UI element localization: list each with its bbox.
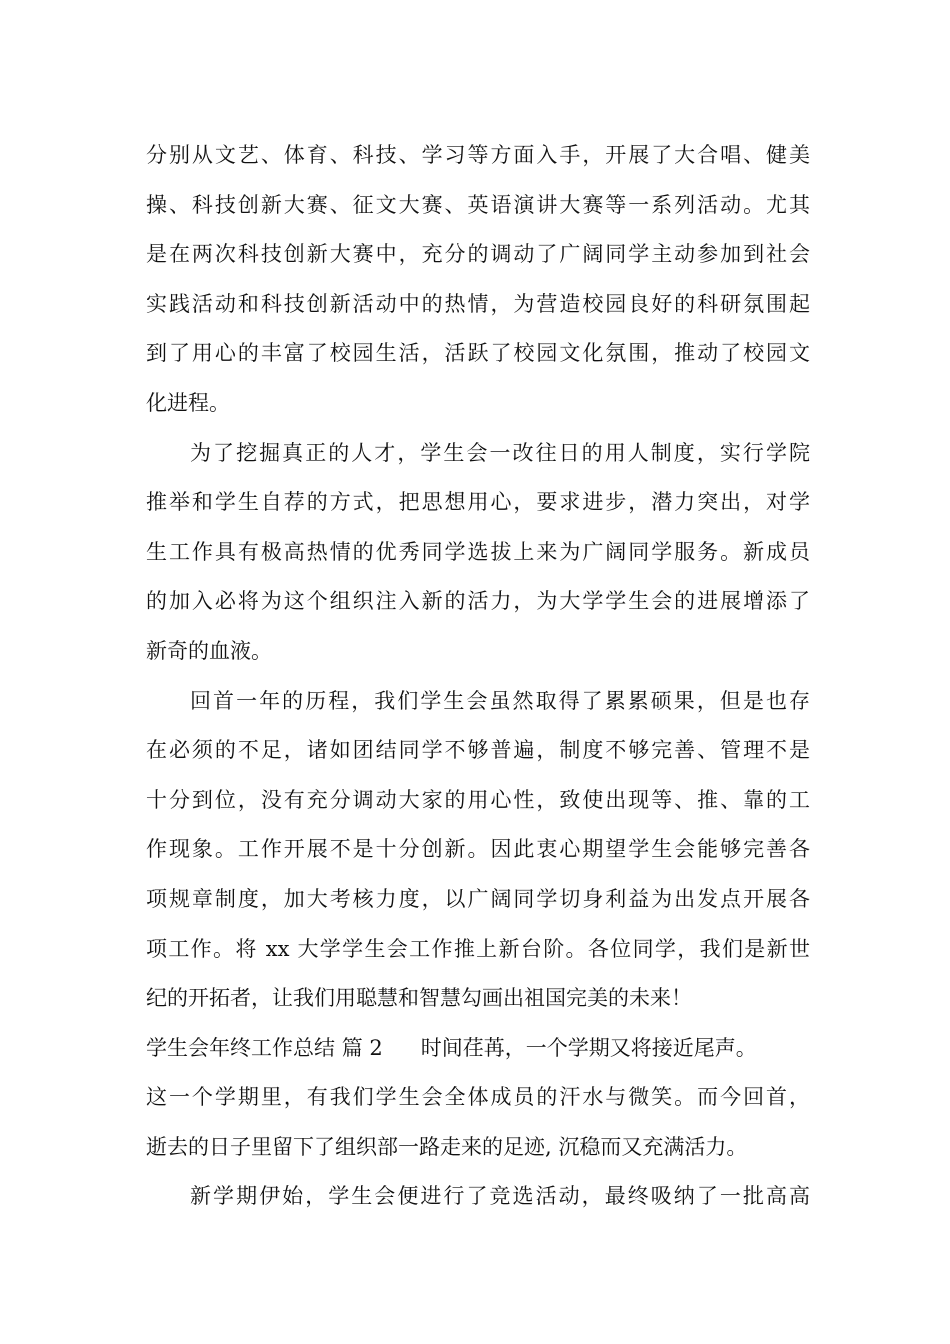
section-heading-line xyxy=(146,1024,810,1074)
text-line: 项工作。将 xx 大学学生会工作推上新台阶。各位同学，我们是新世 xyxy=(146,936,810,961)
section-number: 篇 2 xyxy=(341,1035,383,1060)
section-title: 学生会年终工作总结 xyxy=(146,1035,335,1060)
text-line: 十分到位，没有充分调动大家的用心性，致使出现等、推、靠的工 xyxy=(146,787,810,812)
text-line: 是在两次科技创新大赛中，充分的调动了广阔同学主动参加到社会 xyxy=(146,242,810,267)
text-line: 逝去的日子里留下了组织部一路走来的足迹, 沉稳而又充满活力。 xyxy=(146,1134,748,1159)
text-line: 为了挖掘真正的人才，学生会一改往日的用人制度，实行学院 xyxy=(190,440,810,465)
text-line: 生工作具有极高热情的优秀同学选拔上来为广阔同学服务。新成员 xyxy=(146,539,810,564)
text-line: 作现象。工作开展不是十分创新。因此衷心期望学生会能够完善各 xyxy=(146,837,810,862)
paragraph-2 xyxy=(146,429,810,677)
paragraph-final xyxy=(146,1172,810,1222)
paragraph-1 xyxy=(146,131,810,429)
text-line: 操、科技创新大赛、征文大赛、英语演讲大赛等一系列活动。尤其 xyxy=(146,192,810,217)
text-line: 回首一年的历程，我们学生会虽然取得了累累硕果，但是也存 xyxy=(190,688,810,713)
text-line: 实践活动和科技创新活动中的热情，为营造校园良好的科研氛围起 xyxy=(146,291,810,316)
section-2 xyxy=(146,1024,810,1173)
text-line: 的加入必将为这个组织注入新的活力，为大学学生会的进展增添了 xyxy=(146,589,810,614)
text-line: 项规章制度，加大考核力度，以广阔同学切身利益为出发点开展各 xyxy=(146,886,810,911)
section-first-line: 时间荏苒，一个学期又将接近尾声。 xyxy=(420,1035,757,1060)
text-line: 新学期伊始，学生会便进行了竞选活动，最终吸纳了一批高高 xyxy=(190,1184,810,1209)
text-line: 这一个学期里，有我们学生会全体成员的汗水与微笑。而今回首， xyxy=(146,1085,810,1110)
text-line: 推举和学生自荐的方式，把思想用心，要求进步，潜力突出，对学 xyxy=(146,490,810,515)
paragraph-3 xyxy=(146,677,810,1024)
text-line: 化进程。 xyxy=(146,390,230,415)
text-line: 到了用心的丰富了校园生活，活跃了校园文化氛围，推动了校园文 xyxy=(146,341,810,366)
text-line: 分别从文艺、体育、科技、学习等方面入手，开展了大合唱、健美 xyxy=(146,143,810,167)
text-line: 在必须的不足，诸如团结同学不够普遍，制度不够完善、管理不是 xyxy=(146,738,810,763)
text-line: 新奇的血液。 xyxy=(146,638,272,663)
document-body xyxy=(146,131,810,1222)
text-line: 纪的开拓者，让我们用聪慧和智慧勾画出祖国完美的未来！ xyxy=(146,986,692,1011)
